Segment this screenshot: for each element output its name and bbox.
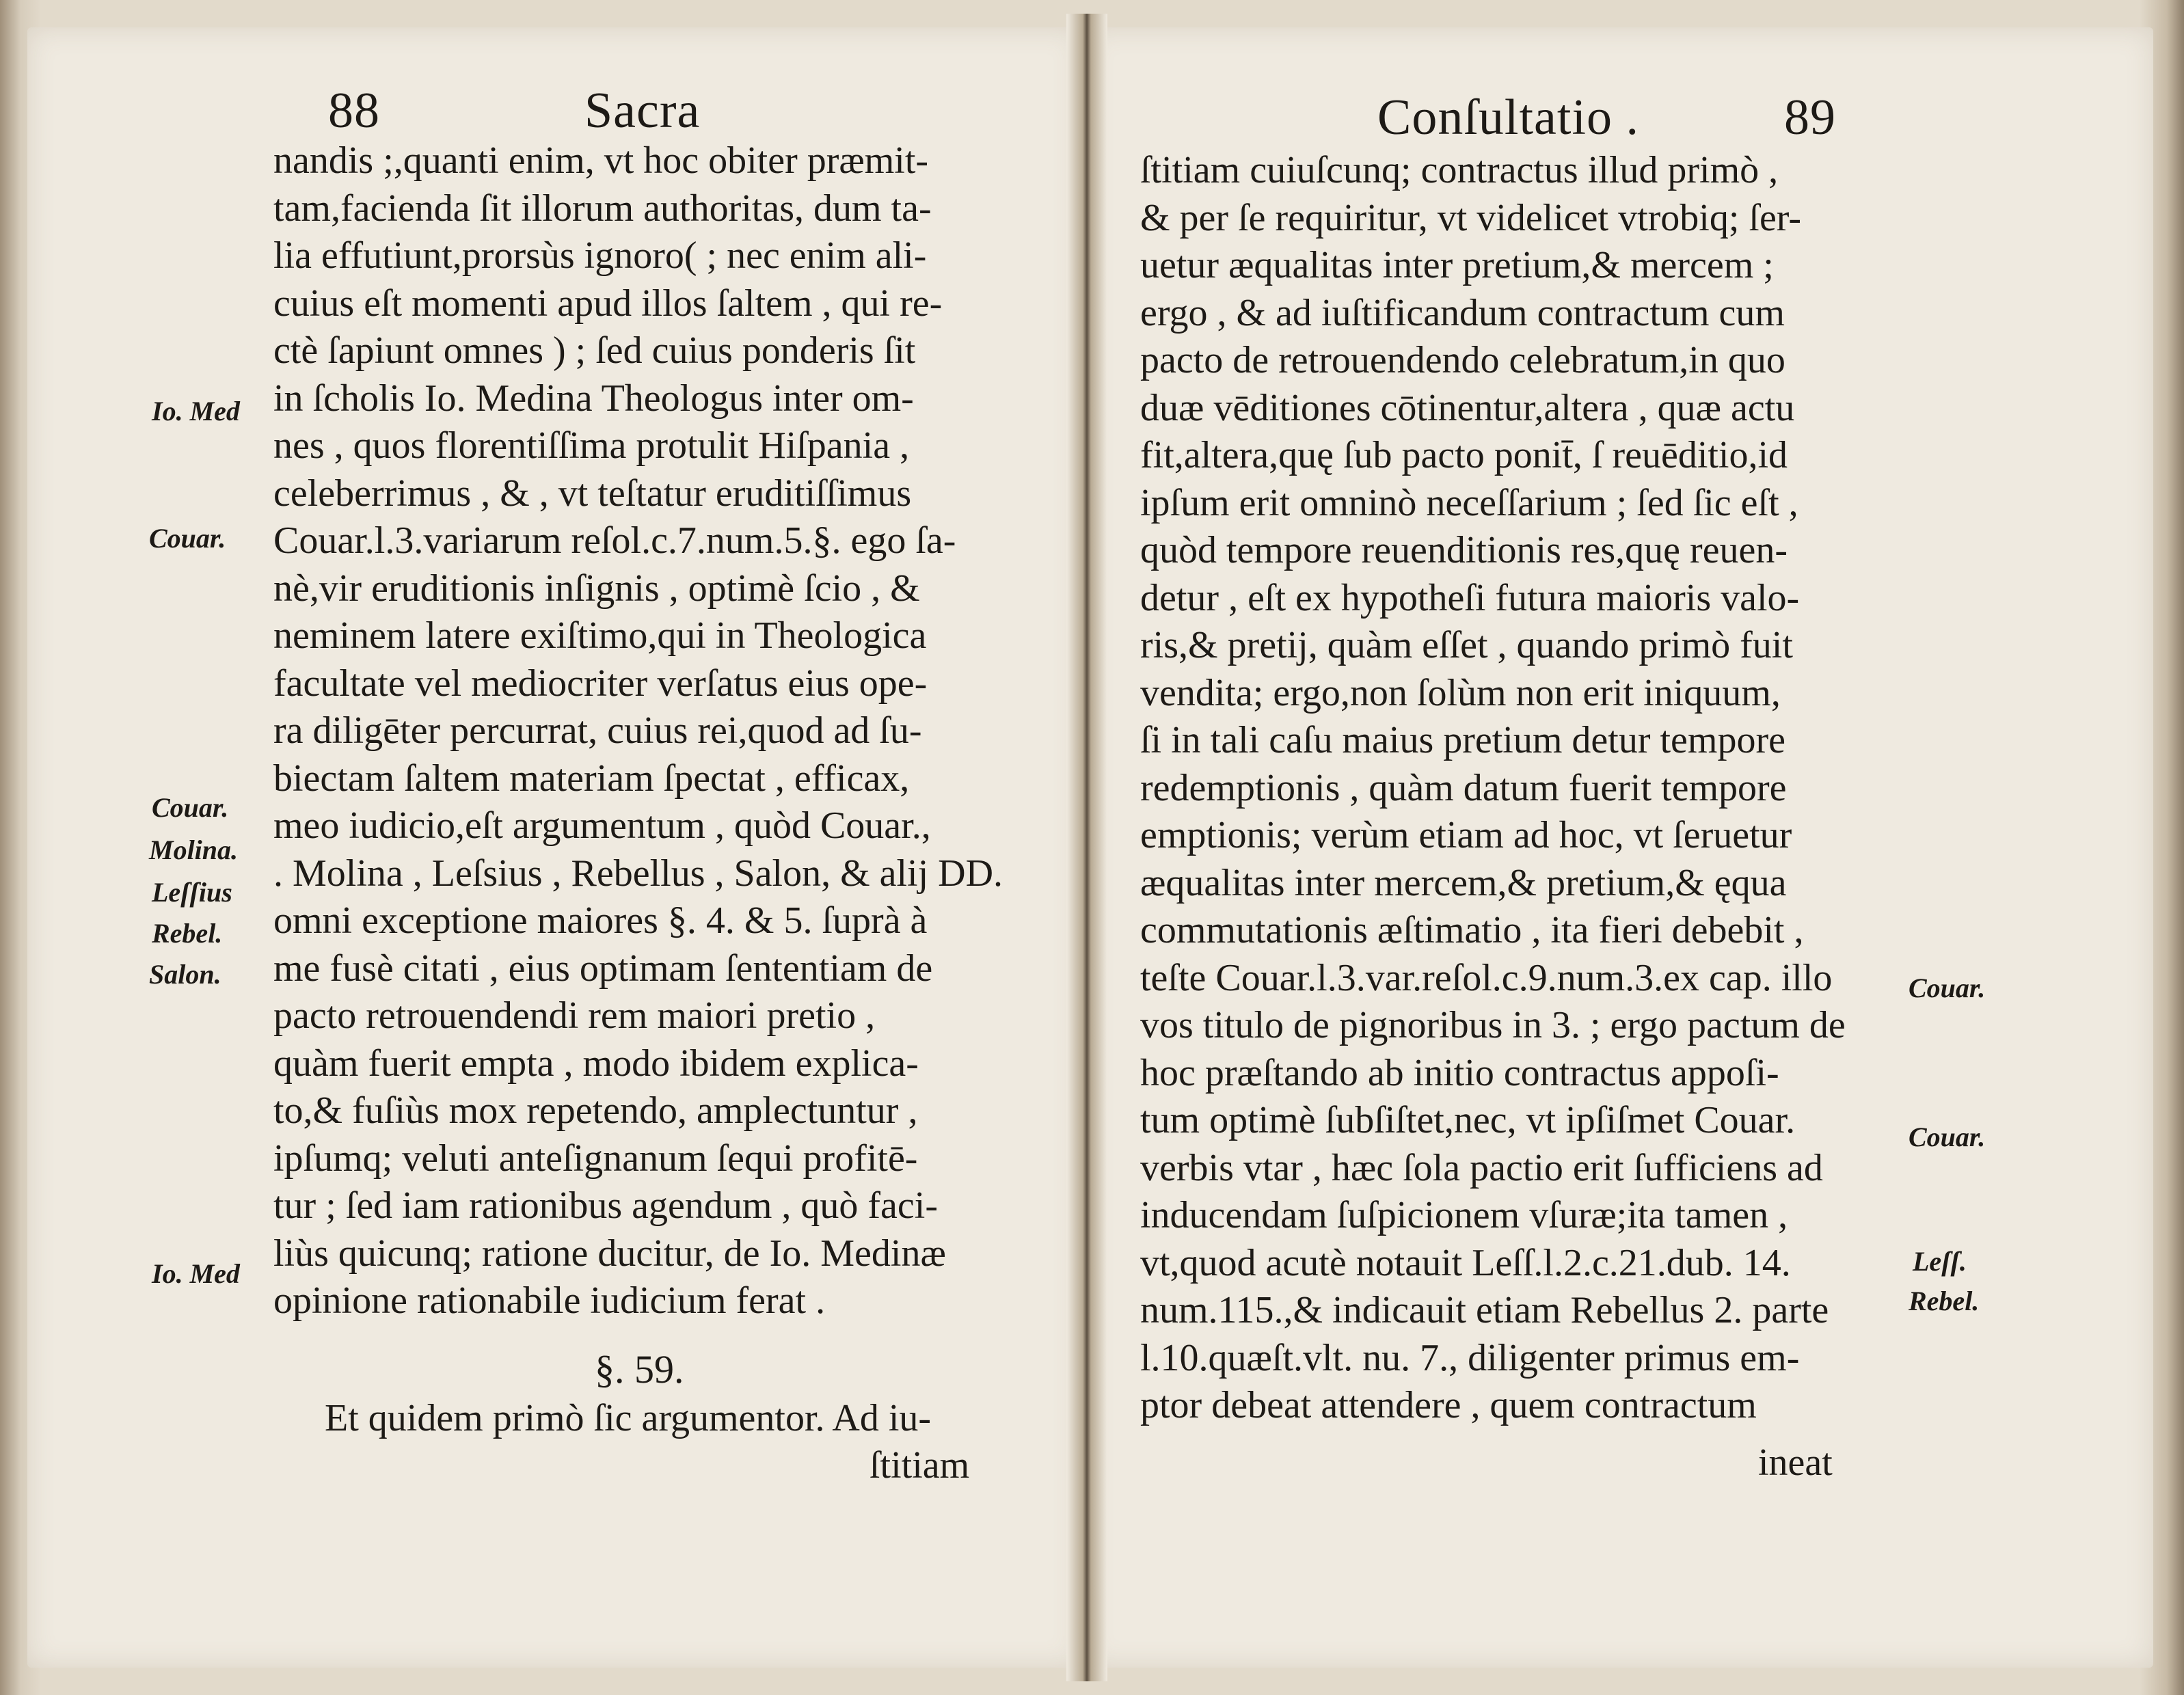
body-line: ipſum erit omninò neceſſarium ; ſed ſic eſt ,	[1140, 481, 1798, 524]
left-page-number: 88	[328, 83, 380, 139]
margin-note: Couar.	[1909, 1122, 1986, 1152]
body-line: quòd tempore reuenditionis res,quę reuen-	[1140, 529, 1788, 571]
body-line: ſi in tali caſu maius pretium detur tempore	[1140, 719, 1785, 761]
margin-note: Io. Med	[152, 1258, 240, 1289]
body-line: & per ſe requiritur, vt videlicet vtrobiq; ſer-	[1140, 196, 1801, 239]
body-line: in ſcholis Io. Medina Theologus inter om-	[273, 377, 914, 420]
body-line: nandis ;,quanti enim, vt hoc obiter præmit-	[273, 139, 929, 182]
body-line: fit,altera,quę ſub pacto ponit̄, ſ reuēditio,id	[1140, 434, 1788, 476]
left-running-head: Sacra	[584, 83, 701, 139]
body-line: tum optimè ſubſiſtet,nec, vt ipſiſmet Couar.	[1140, 1099, 1796, 1141]
body-line: redemptionis , quàm datum fuerit tempore	[1140, 766, 1787, 809]
margin-note: Couar.	[149, 523, 226, 554]
body-line: emptionis; verùm etiam ad hoc, vt ſeruetur	[1140, 814, 1792, 856]
body-line: tur ; ſed iam rationibus agendum , quò faci-	[273, 1184, 938, 1227]
margin-note: Couar.	[152, 792, 229, 823]
body-line: . Molina , Leſsius , Rebellus , Salon, & alij DD.	[273, 852, 1003, 895]
body-line: duæ vēditiones cōtinentur,altera , quæ actu	[1140, 386, 1795, 429]
right-catchword: ineat	[1758, 1441, 1833, 1484]
body-line: nè,vir eruditionis inſignis , optimè ſcio , &	[273, 567, 920, 610]
body-line: ris,& pretij, quàm eſſet , quando primò fuit	[1140, 624, 1793, 666]
body-line: Couar.l.3.variarum reſol.c.7.num.5.§. ego ſa-	[273, 519, 956, 562]
body-line: tam,facienda ſit illorum authoritas, dum ta-	[273, 187, 932, 230]
body-line: cuius eſt momenti apud illos ſaltem , qui re-	[273, 282, 943, 325]
right-running-head: Conſultatio .	[1377, 90, 1639, 146]
body-line: lia effutiunt,prorsùs ignoro( ; nec enim ali-	[273, 234, 927, 277]
margin-note: Molina.	[149, 835, 239, 865]
body-line: omni exceptione maiores §. 4. & 5. ſuprà à	[273, 899, 928, 942]
body-line: ptor debeat attendere , quem contractum	[1140, 1384, 1757, 1426]
body-line: num.115.,& indicauit etiam Rebellus 2. parte	[1140, 1289, 1829, 1331]
margin-note: Salon.	[149, 959, 221, 990]
body-line: inducendam ſuſpicionem vſuræ;ita tamen ,	[1140, 1194, 1788, 1236]
book-gutter	[1066, 14, 1107, 1681]
margin-note: Leſſius	[152, 877, 232, 908]
section-number: §. 59.	[595, 1347, 684, 1392]
body-line: meo iudicio,eſt argumentum , quòd Couar.,	[273, 804, 931, 847]
body-line: verbis vtar , hæc ſola pactio erit ſufficiens ad	[1140, 1146, 1823, 1189]
body-line: ergo , & ad iuſtificandum contractum cum	[1140, 291, 1785, 334]
body-line: detur , eſt ex hypotheſi futura maioris valo-	[1140, 576, 1800, 619]
body-line: vos titulo de pignoribus in 3. ; ergo pactum de	[1140, 1004, 1846, 1046]
body-line: quàm fuerit empta , modo ibidem explica-	[273, 1042, 919, 1085]
margin-note: Io. Med	[152, 396, 240, 426]
body-line: facultate vel mediocriter verſatus eius ope-	[273, 662, 928, 705]
margin-note: Couar.	[1909, 973, 1986, 1003]
body-line: ſtitiam cuiuſcunq; contractus illud primò ,	[1140, 149, 1779, 191]
body-line: Et quidem primò ſic argumentor. Ad iu-	[325, 1397, 932, 1439]
body-line: teſte Couar.l.3.var.reſol.c.9.num.3.ex cap. illo	[1140, 956, 1833, 999]
body-line: hoc præſtando ab initio contractus appoſi-	[1140, 1051, 1779, 1094]
body-line: ctè ſapiunt omnes ) ; ſed cuius ponderis ſit	[273, 329, 916, 372]
body-line: commutationis æſtimatio , ita fieri debebit ,	[1140, 909, 1804, 951]
body-line: opinione rationabile iudicium ferat .	[273, 1279, 826, 1322]
body-line: l.10.quæſt.vlt. nu. 7., diligenter primus em-	[1140, 1336, 1800, 1379]
body-line: ipſumq; veluti anteſignanum ſequi profitē-	[273, 1137, 918, 1180]
body-line: pacto de retrouendendo celebratum,in quo	[1140, 339, 1785, 381]
body-line: nes , quos florentiſſima protulit Hiſpania ,	[273, 424, 910, 467]
right-page-number: 89	[1784, 90, 1836, 146]
body-line: biectam ſaltem materiam ſpectat , efficax,	[273, 757, 910, 800]
margin-note: Leſſ.	[1913, 1246, 1967, 1277]
left-catchword: ſtitiam	[869, 1444, 970, 1487]
body-line: vt,quod acutè notauit Leſſ.l.2.c.21.dub. 14.	[1140, 1241, 1791, 1284]
margin-note: Rebel.	[1909, 1286, 1980, 1316]
body-line: liùs quicunq; ratione ducitur, de Io. Medinæ	[273, 1232, 946, 1275]
body-line: to,& fuſiùs mox repetendo, amplectuntur ,	[273, 1089, 918, 1132]
body-line: æqualitas inter mercem,& pretium,& ęqua	[1140, 861, 1787, 904]
body-line: me fusè citati , eius optimam ſententiam de	[273, 947, 933, 990]
body-line: vendita; ergo,non ſolùm non erit iniquum,	[1140, 671, 1781, 714]
body-line: celeberrimus , & , vt teſtatur eruditiſſimus	[273, 472, 912, 515]
margin-note: Rebel.	[152, 918, 223, 949]
body-line: pacto retrouendendi rem maiori pretio ,	[273, 994, 876, 1037]
body-line: ra diligēter percurrat, cuius rei,quod ad ſu-	[273, 709, 922, 752]
body-line: neminem latere exiſtimo,qui in Theologica	[273, 614, 927, 657]
body-line: uetur æqualitas inter pretium,& mercem ;	[1140, 244, 1774, 286]
